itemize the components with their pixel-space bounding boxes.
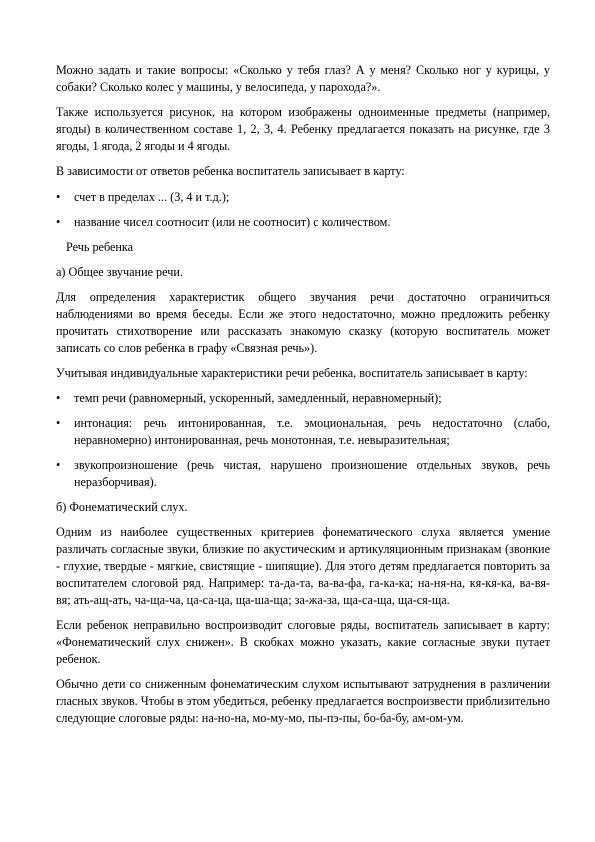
bullet-text: интонация: речь интонированная, т.е. эмоциональная, речь недостаточно (слабо, неравномерно) интонированная, речь монотонная, т.е. невыразительная; [74, 416, 550, 447]
bullet-text: звукопроизношение (речь чистая, нарушено произношение отдельных звуков, речь неразборчивая). [74, 458, 550, 489]
bullet-item [56, 214, 550, 231]
paragraph: Можно задать и такие вопросы: «Сколько у тебя глаз? А у меня? Сколько ног у курицы, у собаки? Сколько колес у машины, у велосипеда, у парохода?». [56, 63, 550, 94]
page-content [56, 62, 550, 735]
bullet-icon: • [56, 458, 61, 472]
bullet-item [56, 390, 550, 407]
subsection-heading: б) Фонематический слух. [56, 500, 188, 514]
paragraph: Для определения характеристик общего звучания речи достаточно ограничиться наблюдениями во время беседы. Если же этого недостаточно, можно предложить ребенку прочитать стихотворение или рассказать знакомую сказку (которую воспитатель может записать со слов ребенка в графу «Связная речь»). [56, 290, 550, 355]
subsection-heading: а) Общее звучание речи. [56, 265, 183, 279]
bullet-item [56, 415, 550, 449]
paragraph: Обычно дети со сниженным фонематическим слухом испытывают затруднения в различении гласных звуков. Чтобы в этом убедиться, ребенку предлагается воспроизвести приблизительно следующие слоговые ряды: на-но-на, мо-му-мо, пы-пэ-пы, бо-ба-бу, ам-ом-ум. [56, 677, 550, 725]
paragraph: Одним из наиболее существенных критериев фонематического слуха является умение различать согласные звуки, близкие по акустическим и артикуляционным признакам (звонкие - глухие, твердые - мягкие, свистящие - шипящие). Для этого детям предлагается повторить за воспитателем слоговой ряд. Например: та-да-та, ва-ва-фа, га-ка-ка; на-ня-на, кя-кя-ка, ва-вя-вя; ать-ащ-ать, ча-ща-ча, ца-са-ца, ща-ша-ща; за-жа-за, ща-са-ща, ща-ся-ща. [56, 525, 550, 607]
bullet-text: счет в пределах ... (3, 4 и т.д.); [74, 190, 230, 204]
section-heading: Речь ребенка [66, 240, 134, 254]
paragraph: Учитывая индивидуальные характеристики речи ребенка, воспитатель записывает в карту: [56, 366, 528, 380]
bullet-text: темп речи (равномерный, ускоренный, замедленный, неравномерный); [74, 391, 442, 405]
bullet-icon: • [56, 215, 61, 229]
paragraph: Также используется рисунок, на котором изображены одноименные предметы (например, ягоды) в количественном составе 1, 2, 3, 4. Ребенку предлагается показать на рисунке, где 3 ягоды, 1 ягода, 2 ягоды и 4 ягоды. [56, 105, 550, 153]
bullet-item [56, 189, 550, 206]
bullet-icon: • [56, 416, 61, 430]
paragraph: В зависимости от ответов ребенка воспитатель записывает в карту: [56, 164, 405, 178]
bullet-item [56, 457, 550, 491]
bullet-text: название чисел соотносит (или не соотносит) с количеством. [74, 215, 391, 229]
bullet-icon: • [56, 391, 61, 405]
paragraph: Если ребенок неправильно воспроизводит слоговые ряды, воспитатель записывает в карту: «Фонематический слух снижен». В скобках можно указать, какие согласные звуки путает ребенок. [56, 618, 550, 666]
bullet-icon: • [56, 190, 61, 204]
